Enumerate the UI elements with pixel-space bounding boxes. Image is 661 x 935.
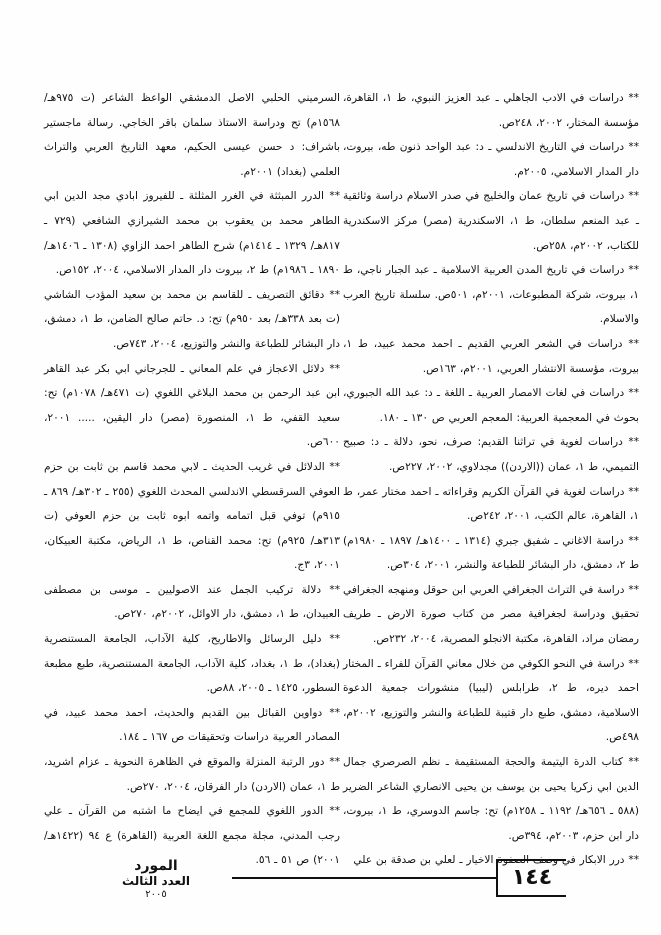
right-column	[343, 86, 639, 873]
journal-name: المورد	[134, 858, 178, 874]
bibliography-entry: ** دراسات في تاريخ عمان والخليج في صدر الاسلام دراسة وثائقية ـ عبد المنعم سلطان، ط ١، الاسكندرية (مصر) مركز الاسكندرية للكتاب، ٢٠٠٢م، ٢٥٨ص.	[343, 190, 639, 252]
journal-issue: العدد الثالث	[122, 874, 190, 888]
bibliography-entry: ** كتاب الدرة اليتيمة والحجة المستقيمة ـ نظم الصرصري جمال الدين ابي زكريا يحيى بن يوسف بن يحيى الانصاري الشاعر الضرير (٥٨٨ ـ ٦٥٦هـ/ ١١٩٢ ـ ١٢٥٨م) تح: جاسم الدوسري، ط ١، بيروت، دار ابن حزم، ٢٠٠٣م، ٣٩٤ص.	[343, 756, 639, 842]
page-number: ١٤٤	[496, 859, 566, 897]
bibliography-entry: ** دور الرتبة المنزلة والموقع في الظاهرة النحوية ـ عزام اشريد، ط ١، عمان (الاردن) دار الفرقان، ٢٠٠٤، ٢٧٠ص.	[44, 756, 340, 793]
bibliography-entry: ** دراسة الاغاني ـ شفيق جبري (١٣١٤ ـ ١٤٠٠هـ/ ١٨٩٧ ـ ١٩٨٠م) ط ٢، دمشق، دار البشائر للطباعة والنشر، ٢٠٠١، ٣٠٤ص.	[343, 534, 639, 572]
left-column	[44, 86, 340, 873]
bibliography-entry: ** دراسة في النحو الكوفي من خلال معاني القرآن للفراء ـ المختار احمد ديره، ط ٢، طرابلس (ليبيا) منشورات جمعية الدعوة الاسلامية، دمشق، طبع دار قتيبة للطباعة والنشر والتوزيع، ٢٠٠٢م، ٤٩٨ص.	[343, 657, 639, 744]
bibliography-entry: ** دراسات في الادب الجاهلي ـ عبد العزيز النبوي، ط ١، القاهرة، مؤسسة المختار، ٢٠٠٢، ٢٤٨ص.	[343, 92, 639, 129]
bibliography-entry: ** دقائق التصريف ـ للقاسم بن محمد بن سعيد المؤدب الشاشي (ت بعد ٣٣٨هـ/ بعد ٩٥٠م) تح: د. حاتم صالح الضامن، ط ١، دمشق، دار البشائر للطباعة والنشر والتوزيع، ٢٠٠٤، ٧٤٣ص.	[44, 288, 341, 350]
bibliography-entry: ** دواوين القبائل بين القديم والحديث، احمد محمد عبيد، في المصادر العربية دراسات وتحقيقات ص ١٦٧ ـ ١٨٤.	[44, 706, 340, 744]
journal-masthead	[96, 858, 216, 901]
bibliography-entry: ** درر الابكار في وصف الصفوة الاخيار ـ لعلي بن صدقة بن علي	[353, 854, 639, 867]
bibliography-entry: ** دراسات في لغات الامصار العربية ـ اللغة ـ د: عبد الله الجبوري، بحوث في المعجمية العربية: المعجم العربي ص ١٣٠ ـ ١٨٠.	[343, 387, 639, 424]
bibliography-entry: ** دراسات في التاريخ الاندلسي ـ د: عبد الواحد ذنون طه، بيروت، دار المدار الاسلامي، ٢٠٠٥م.	[343, 141, 639, 178]
bibliography-entry: ** دراسات في تاريخ المدن العربية الاسلامية ـ عبد الجبار ناجي، ط ١، بيروت، شركة المطبوعات، ٢٠٠١م، ٥٠١ص. سلسلة تاريخ العرب والاسلام.	[343, 264, 639, 326]
bibliography-entry: ** دراسات في الشعر العربي القديم ـ احمد محمد عبيد، ط ١، بيروت، مؤسسة الانتشار العربي، ٢٠٠١م، ١٦٣ص.	[343, 337, 639, 375]
bibliography-entry: ** الدور اللغوي للمجمع في ايضاح ما اشتبه من القرآن ـ علي رجب المدني، مجلة مجمع اللغة العربية (القاهرة) ع ٩٤ (١٤٢٢هـ/ ٢٠٠١) ص ٥١ ـ ٥٦.	[44, 805, 340, 867]
bibliography-entry: ** دراسات لغوية في القرآن الكريم وقراءاته ـ احمد مختار عمر، ط ١، القاهرة، عالم الكتب، ٢٠٠١، ٢٤٢ص.	[343, 485, 639, 523]
bibliography-entry: ** دراسة في التراث الجغرافي العربي ابن حوقل ومنهجه الجغرافي تحقيق ودراسة لجغرافية مصر من كتاب صورة الارض ـ طريف رمضان مراد، القاهرة، مكتبة الانجلو المصرية، ٢٠٠٤، ٢٣٢ص.	[343, 583, 639, 646]
bibliography-entry: ** الدرر المبثثة في الغرر المثلثة ـ للفيروز ابادي مجد الدين ابي الطاهر محمد بن يعقوب بن محمد الشيرازي الشافعي (٧٢٩ ـ ٨١٧هـ/ ١٣٢٩ ـ ١٤١٤م) شرح الطاهر احمد الزاوي (١٣٠٨ ـ ١٤٠٦هـ/ ١٨٩٠ ـ ١٩٨٦م) ط ٢، بيروت دار المدار الاسلامي، ٢٠٠٤، ١٥٢ص.	[44, 190, 340, 277]
bibliography-entry: ** الدلائل في غريب الحديث ـ لابي محمد قاسم بن ثابت بن حزم العوفي السرقسطي الاندلسي المحدث اللغوي (٢٥٥ ـ ٣٠٢هـ/ ٨٦٩ ـ ٩١٥م) توفي قبل اتمامه واتمه ابوه ثابت بن حزم العوفي (ت ٣١٣هـ/ ٩٢٥م) تح: محمد القناص، ط ١، الرياض، مكتبة العبيكان، ٢٠٠١، ٣ج.	[44, 460, 340, 572]
journal-year: ٢٠٠٥	[145, 889, 167, 900]
bibliography-entry: ** دلائل الاعجاز في علم المعاني ـ للجرجاني ابي بكر عبد القاهر ابن عبد الرحمن بن محمد البلاغي اللغوي (ت ٤٧١هـ/ ١٠٧٨م) تح: سعيد القفي، ط ١، المنصورة (مصر) دار اليقين، ..... ٢٠٠١، ٦٠٠ص.	[44, 362, 340, 449]
footer-rule	[232, 877, 496, 879]
page-number-box	[482, 857, 582, 897]
bibliography-entry: ** دلالة تركيب الجمل عند الاصوليين ـ موسى بن مصطفى العبيدان، ط ١، دمشق، دار الاوائل، ٢٠٠٢م، ٢٧٠ص.	[44, 583, 340, 621]
bibliography-entry: ** دليل الرسائل والاطاريح، كلية الآداب، الجامعة المستنصرية (بغداد)، ط ١، بغداد، كلية الآداب، الجامعة المستنصرية، طبع مطبعة السطور، ١٤٢٥ ـ ٢٠٠٥، ٨٨ص.	[44, 633, 340, 695]
bibliography-entry: السرميني الحلبي الاصل الدمشقي الواعظ الشاعر (ت ٩٧٥هـ/ ١٥٦٨م) تح ودراسة الاستاذ سلمان باقر الخاجي. رسالة ماجستير باشراف: د حسن عيسى الحكيم، معهد التاريخ العربي والتراث العلمي (بغداد) ٢٠٠١م.	[44, 92, 340, 178]
bibliography-entry: ** دراسات لغوية في تراثنا القديم: صرف، نحو، دلالة ـ د: صبيح التميمي، ط ١، عمان ((الاردن)) مجدلاوي، ٢٠٠٢، ٢٢٧ص.	[343, 436, 639, 473]
